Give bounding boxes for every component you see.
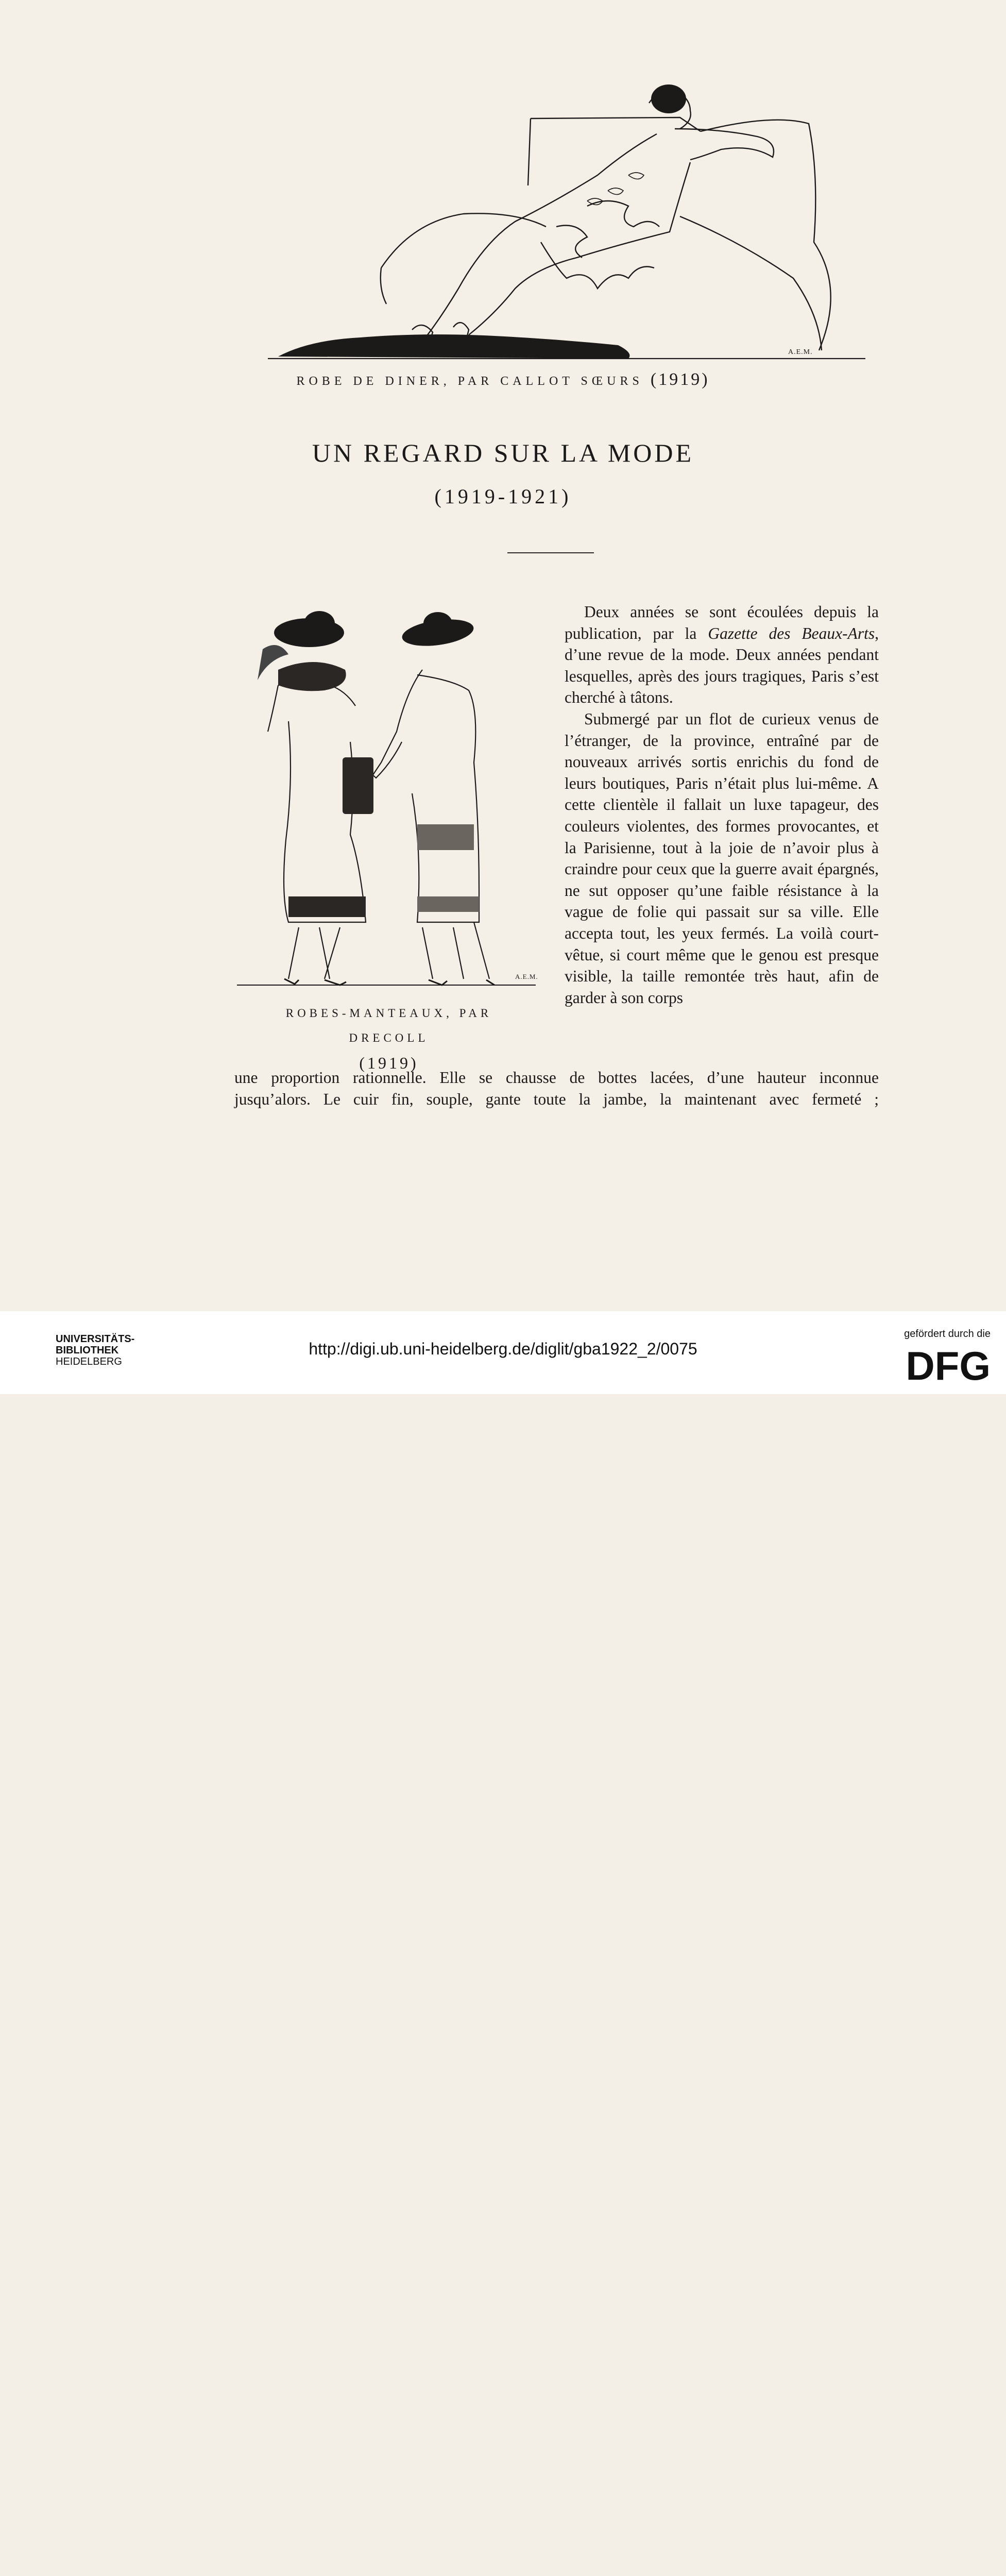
left-caption-year: (1919) xyxy=(359,1054,419,1072)
dfg-logo-icon xyxy=(888,1344,991,1385)
paragraph-2: Submergé par un flot de curieux venus de l’étranger, de la province, entraîné par de nouveaux arrivés sortis enrichis du fond de leurs boutiques, Paris n’était plus lui-même. A cette clientèle il fallait un luxe tapageur, des couleurs violentes, des formes provocantes, et la Parisienne, tout à la joie de n’avoir plus à craindre pour ceux que la guerre avait épargnés, ne sut opposer qu’une faible résistance à la vague de folie qui passait sur sa ville. Elle accepta tout, les yeux fermés. La voilà court-vêtue, si court même que le genou est presque visible, la taille remontée très haut, afin de garder à son corps xyxy=(565,709,879,1007)
two-women-illustration xyxy=(237,608,536,989)
left-illustration-signature: A.E.M. xyxy=(515,973,538,980)
body-line-full-2: jusqu’alors. Le cuir fin, souple, gante toute la jambe, la maintenant avec fermeté ; xyxy=(234,1090,879,1108)
permalink-url[interactable]: http://digi.ub.uni-heidelberg.de/diglit/gba1922_2/0075 xyxy=(309,1340,697,1358)
reclining-woman-illustration xyxy=(227,72,865,366)
title-divider xyxy=(507,552,594,553)
paragraph-1: Deux années se sont écoulées depuis la publication, par la Gazette des Beaux-Arts, d’une revue de la mode. Deux années pendant lesquelles, après des jours tragiques, Paris s’est cherché à tâtons. xyxy=(565,603,879,707)
body-line-full-1: une proportion rationnelle. Elle se chausse de bottes lacées, d’une hauteur inconnue xyxy=(234,1069,879,1087)
top-caption-text: ROBE DE DINER, PAR CALLOT SŒURS xyxy=(296,375,643,388)
top-illustration-signature: A.E.M. xyxy=(788,348,813,356)
dfg-logo-text: DFG xyxy=(906,1344,991,1385)
left-caption-text: ROBES-MANTEAUX, PAR DRECOLL xyxy=(285,1007,492,1044)
article-body-column xyxy=(565,601,879,1008)
top-caption-year: (1919) xyxy=(650,370,710,389)
journal-title: Gazette des Beaux-Arts xyxy=(708,624,875,642)
funder-label: gefördert durch die xyxy=(904,1328,991,1340)
left-illustration-caption xyxy=(245,1001,533,1075)
article-subtitle: (1919-1921) xyxy=(434,485,572,508)
article-body-full-width xyxy=(234,1067,879,1110)
article-title: UN REGARD SUR LA MODE xyxy=(312,438,694,467)
library-name: UNIVERSITÄTS- BIBLIOTHEK HEIDELBERG xyxy=(56,1333,135,1367)
top-illustration-caption xyxy=(0,370,1006,389)
